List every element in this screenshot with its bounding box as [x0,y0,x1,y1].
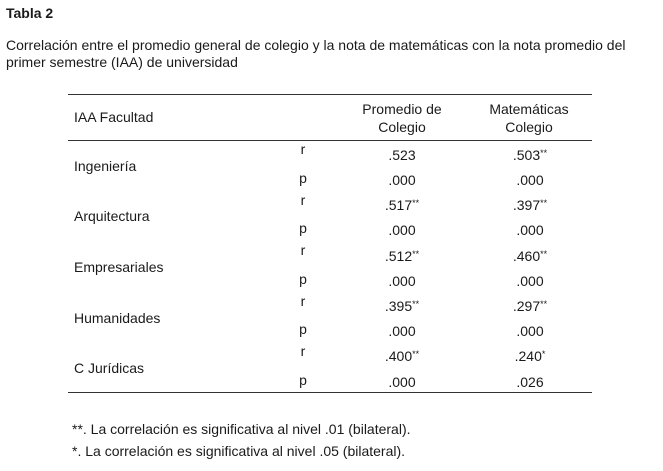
footnote-significance-01: **. La correlación es significativa al nivel .01 (bilateral). [72,421,411,437]
stat-label-r: r [300,192,306,208]
cell-p-matematicas: .000 [516,172,544,188]
stat-label-p: p [299,372,307,388]
cell-p-promedio: .000 [388,323,416,339]
cell-r-promedio: .517** [384,197,420,213]
faculty-label-humanidades: Humanidades [74,310,161,326]
cell-r-promedio: .512** [384,248,420,264]
cell-r-matematicas: .460** [512,248,548,264]
stat-label-p: p [299,170,307,186]
faculty-label-arquitectura: Arquitectura [74,208,150,224]
faculty-label-empresariales: Empresariales [74,259,164,275]
cell-p-matematicas: .000 [516,273,544,289]
cell-r-matematicas: .297** [512,298,548,314]
faculty-label-c-juridicas: C Jurídicas [74,360,145,376]
cell-p-matematicas: .000 [516,323,544,339]
cell-r-promedio: .523 [388,147,416,163]
stat-label-r: r [300,242,306,258]
faculty-label-ingenieria: Ingeniería [74,158,137,174]
cell-r-promedio: .400** [384,348,420,364]
cell-p-matematicas: .026 [516,374,544,390]
stat-label-p: p [299,271,307,287]
table-header-rule [68,140,592,141]
cell-p-matematicas: .000 [516,222,544,238]
header-promedio-line1: Promedio de [362,101,442,117]
stat-label-p: p [299,321,307,337]
stat-label-r: r [300,343,306,359]
header-faculty: IAA Facultad [74,109,154,125]
stat-label-r: r [300,293,306,309]
header-promedio-colegio [348,100,456,136]
cell-p-promedio: .000 [388,273,416,289]
cell-r-matematicas: .503** [512,147,548,163]
stat-label-p: p [299,220,307,236]
cell-r-matematicas: .397** [512,197,548,213]
cell-r-matematicas: .240* [514,348,546,364]
header-matematicas-line2: Colegio [505,119,553,135]
table-bottom-rule [68,392,592,393]
cell-r-promedio: .395** [384,298,420,314]
cell-p-promedio: .000 [388,172,416,188]
table-title: Tabla 2 [6,5,54,21]
header-promedio-line2: Colegio [378,119,426,135]
footnote-significance-05: *. La correlación es significativa al nivel .05 (bilateral). [72,443,406,459]
stat-label-r: r [300,141,306,157]
table-caption: Correlación entre el promedio general de colegio y la nota de matemáticas con la nota promedio del primer semestre (IAA) de universidad [6,37,626,70]
table-top-rule [68,94,592,95]
header-matematicas-colegio [474,100,584,136]
cell-p-promedio: .000 [388,374,416,390]
header-matematicas-line1: Matemáticas [489,101,569,117]
cell-p-promedio: .000 [388,222,416,238]
